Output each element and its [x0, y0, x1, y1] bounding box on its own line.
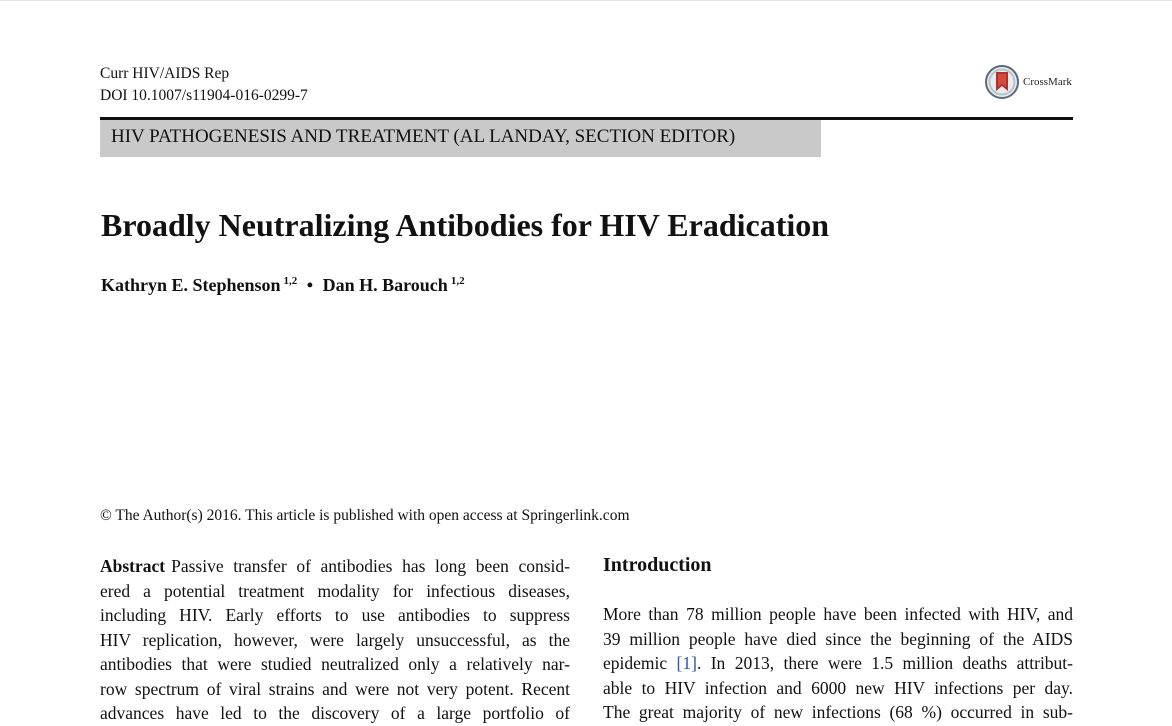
author-name[interactable]: Dan H. Barouch — [322, 275, 448, 295]
author-affiliation: 1,2 — [283, 275, 298, 287]
abstract-line: including HIV. Early efforts to use antibodies to suppress — [100, 605, 570, 625]
intro-line: More than 78 million people have been infected with HIV, and — [603, 604, 1073, 624]
intro-line: epidemic [1]. In 2013, there were 1.5 million deaths attribut- — [603, 653, 1073, 673]
abstract-line: antibodies that were studied neutralized only a relatively nar- — [100, 654, 570, 674]
abstract-line: row spectrum of viral strains and were not very potent. Recent — [100, 678, 570, 699]
author-separator: • — [306, 275, 314, 295]
abstract-line: ered a potential treatment modality for infectious diseases, — [100, 580, 570, 601]
author-name[interactable]: Kathryn E. Stephenson — [101, 275, 281, 295]
abstract-line: HIV replication, however, were largely unsuccessful, as the — [100, 629, 570, 650]
section-banner: HIV PATHOGENESIS AND TREATMENT (AL LANDAY, SECTION EDITOR) — [100, 120, 821, 157]
crossmark-logo-icon — [985, 65, 1019, 99]
abstract-label: Abstract — [100, 556, 166, 576]
introduction-body — [603, 602, 1073, 725]
introduction-heading: Introduction — [603, 554, 712, 576]
intro-line: able to HIV infection and 6000 new HIV infections per day. — [603, 677, 1073, 698]
journal-info — [100, 63, 308, 107]
author-list — [101, 275, 465, 296]
abstract-line: advances have led to the discovery of a large portfolio of — [100, 703, 570, 723]
crossmark-label: CrossMark — [1023, 76, 1072, 88]
doi[interactable]: DOI 10.1007/s11904-016-0299-7 — [100, 87, 308, 104]
crossmark-badge[interactable] — [985, 65, 1072, 99]
page-top-border — [0, 0, 1172, 1]
intro-line: 39 million people have died since the beginning of the AIDS — [603, 628, 1073, 649]
intro-line: The great majority of new infections (68 %) occurred in sub- — [603, 702, 1073, 722]
abstract-column — [100, 554, 570, 726]
citation-link[interactable]: [1] — [676, 653, 697, 673]
introduction-column — [603, 553, 1073, 725]
journal-name: Curr HIV/AIDS Rep — [100, 65, 230, 82]
author-affiliation: 1,2 — [450, 275, 465, 287]
abstract-line: Abstract Passive transfer of antibodies has long been consid- — [100, 556, 570, 576]
copyright-notice: © The Author(s) 2016. This article is published with open access at Springerlink.com — [100, 507, 630, 524]
article-title: Broadly Neutralizing Antibodies for HIV Eradication — [101, 207, 830, 243]
